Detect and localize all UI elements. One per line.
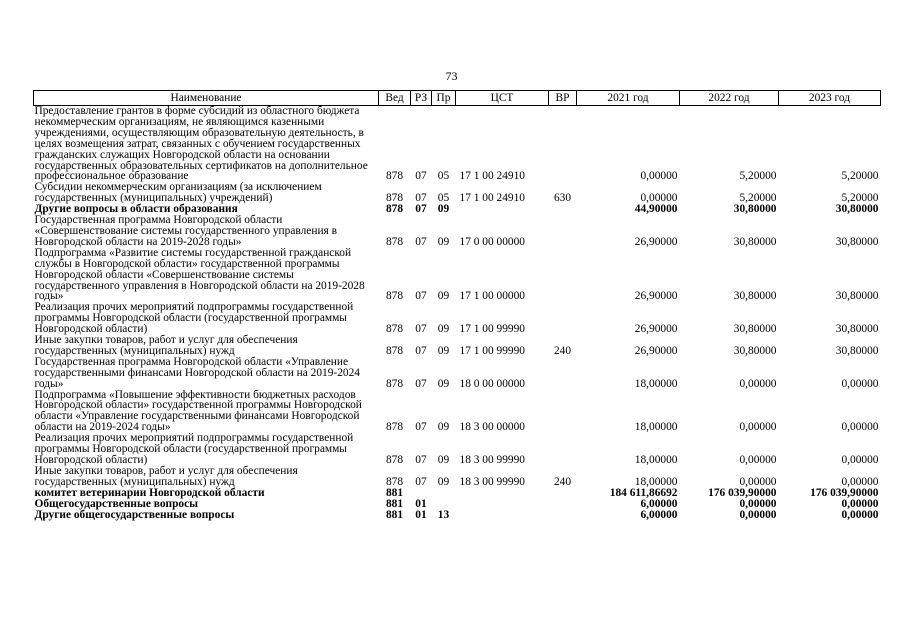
cell-cst: 18 3 00 00000 [459, 421, 525, 434]
cell-vr [549, 106, 577, 183]
cell-ved: 878 [385, 203, 404, 216]
cell-vr [549, 204, 577, 215]
cell-2023: 0,00000 [841, 508, 879, 521]
cell-ved: 878 [385, 454, 404, 466]
cell-rz: 07 [415, 475, 427, 488]
cell-2022: 0,00000 [739, 421, 777, 434]
cell-name: Субсидии некоммерческим организациям (за исключением государственных (муниципальных) учреждений) [34, 181, 322, 205]
page-number: 73 [445, 69, 458, 83]
cell-ved: 878 [385, 290, 404, 303]
cell-ved: 878 [385, 170, 404, 183]
cell-2022: 0,00000 [739, 475, 777, 488]
col-header-vr: ВР [549, 91, 577, 106]
cell-ved: 878 [385, 344, 404, 357]
cell-2021: 26,90000 [634, 344, 678, 357]
cell-2021: 44,90000 [634, 203, 678, 216]
cell-cst: 18 3 00 99990 [459, 454, 525, 466]
table-header-row [34, 91, 881, 106]
cell-vr [549, 248, 577, 303]
cell-ved: 881 [385, 508, 404, 521]
table-row [34, 248, 881, 303]
cell-ved: 881 [385, 486, 404, 499]
cell-2021: 18,00000 [634, 421, 678, 434]
cell-name: Другие общегосударственные вопросы [34, 508, 235, 521]
cell-2022: 0,00000 [739, 497, 777, 510]
cell-ved: 878 [385, 235, 404, 248]
cell-2023: 0,00000 [841, 475, 879, 488]
cell-2023: 30,80000 [835, 344, 879, 357]
cell-name: Иные закупки товаров, работ и услуг для обеспечения государственных (муниципальных) нужд [34, 464, 298, 488]
cell-pr: 09 [437, 323, 450, 336]
col-header-rz: РЗ [411, 91, 432, 106]
table-row [34, 433, 881, 466]
table-row [34, 302, 881, 335]
cell-cst [456, 510, 549, 521]
cell-cst [456, 204, 549, 215]
table-row [34, 215, 881, 248]
cell-2023: 30,80000 [835, 203, 879, 216]
cell-2023: 30,80000 [835, 290, 879, 303]
table-row [34, 335, 881, 357]
cell-pr: 05 [437, 170, 450, 183]
cell-2022: 5,20000 [739, 170, 777, 183]
cell-2021: 26,90000 [634, 323, 678, 336]
cell-cst: 17 1 00 24910 [459, 170, 525, 183]
cell-2022: 30,80000 [733, 203, 777, 216]
cell-vr [549, 302, 577, 335]
cell-ved: 878 [385, 323, 404, 336]
cell-2022: 0,00000 [739, 377, 777, 390]
cell-pr: 13 [437, 508, 450, 521]
cell-2023: 176 039,90000 [810, 486, 879, 499]
cell-2023: 0,00000 [841, 421, 879, 434]
cell-rz: 07 [415, 421, 427, 434]
col-header-ved: Вед [379, 91, 411, 106]
cell-2021: 18,00000 [634, 377, 678, 390]
cell-2021: 0,00000 [640, 192, 678, 205]
table-row [34, 510, 881, 521]
cell-2023: 30,80000 [835, 235, 879, 248]
cell-rz: 07 [415, 454, 427, 466]
cell-pr: 09 [437, 203, 450, 216]
table-row [34, 182, 881, 204]
cell-2021: 6,00000 [640, 508, 678, 521]
cell-name: Подпрограмма «Повышение эффективности бюджетных расходов Новгородской области» государственной программы Новгородской области «Управление государственными финансами Новгородской области на 2019-2024 годы» [34, 388, 362, 434]
cell-rz: 07 [415, 170, 427, 183]
cell-2021: 18,00000 [634, 475, 678, 488]
cell-name: Реализация прочих мероприятий подпрограммы государственной программы Новгородской области (государственной программы Новгородской области) [34, 432, 354, 466]
cell-pr: 05 [437, 192, 450, 205]
cell-2022: 0,00000 [739, 508, 777, 521]
col-header-name: Наименование [34, 91, 379, 106]
cell-2022: 30,80000 [733, 323, 777, 336]
cell-2023: 30,80000 [835, 323, 879, 336]
cell-2022: 5,20000 [739, 192, 777, 205]
cell-2022: 30,80000 [733, 290, 777, 303]
table-row [34, 106, 881, 183]
cell-cst: 18 3 00 99990 [459, 475, 525, 488]
cell-cst: 17 1 00 00000 [459, 290, 525, 303]
cell-ved: 878 [385, 377, 404, 390]
cell-cst: 17 1 00 24910 [459, 192, 525, 205]
cell-rz: 07 [415, 323, 427, 336]
table-row [34, 499, 881, 510]
col-header-pr: Пр [432, 91, 456, 106]
cell-pr: 09 [437, 290, 450, 303]
cell-cst [456, 499, 549, 510]
cell-2023: 0,00000 [841, 377, 879, 390]
cell-name: Государственная программа Новгородской области «Управление государственными финансами Новгородской области на 2019-2024 годы» [34, 355, 360, 390]
cell-rz: 07 [415, 203, 427, 216]
cell-pr: 09 [437, 421, 450, 434]
cell-cst: 18 0 00 00000 [459, 377, 525, 390]
cell-name: Общегосударственные вопросы [34, 497, 199, 510]
table-row [34, 466, 881, 488]
cell-2022: 176 039,90000 [708, 486, 777, 499]
cell-vr [549, 357, 577, 390]
cell-vr [549, 215, 577, 248]
col-header-2023: 2023 год [779, 91, 881, 106]
cell-ved: 878 [385, 421, 404, 434]
table-row [34, 390, 881, 434]
cell-name: комитет ветеринарии Новгородской области [34, 486, 265, 499]
cell-vr: 240 [553, 475, 572, 488]
cell-pr: 09 [437, 454, 450, 466]
cell-vr [549, 433, 577, 466]
cell-name: Предоставление грантов в форме субсидий из областного бюджета некоммерческим организациям, не являющимся казенными учреждениями, осуществляющим образовательную деятельность, в целях возмещения затрат, связанных с обучением государственных гражданских служащих Новгородской области на основании государственных образовательных сертификатов на дополнительное профессиональное образование [34, 105, 368, 183]
cell-rz: 07 [415, 290, 427, 303]
cell-rz [411, 488, 432, 499]
cell-pr: 09 [437, 377, 450, 390]
cell-pr: 09 [437, 235, 450, 248]
cell-name: Реализация прочих мероприятий подпрограммы государственной программы Новгородской области (государственной программы Новгородской области) [34, 301, 354, 336]
cell-2023: 5,20000 [841, 170, 879, 183]
cell-2023: 5,20000 [841, 192, 879, 205]
cell-2022: 30,80000 [733, 235, 777, 248]
cell-2023: 0,00000 [841, 454, 879, 466]
cell-2021: 26,90000 [634, 290, 678, 303]
cell-name: Подпрограмма «Развитие системы государственной гражданской службы в Новгородской области» государственной программы Новгородской области «Совершенствование системы государственного управления в Новгородской области на 2019-2028 годы» [34, 246, 365, 303]
cell-cst: 17 0 00 00000 [459, 235, 525, 248]
cell-2021: 6,00000 [640, 497, 678, 510]
cell-cst [456, 488, 549, 499]
cell-2021: 184 611,86692 [609, 486, 678, 499]
cell-pr: 09 [437, 344, 450, 357]
cell-2021: 26,90000 [634, 235, 678, 248]
cell-rz: 07 [415, 344, 427, 357]
cell-vr [549, 510, 577, 521]
col-header-2022: 2022 год [680, 91, 779, 106]
cell-2022: 0,00000 [739, 454, 777, 466]
cell-name: Государственная программа Новгородской области «Совершенствование системы государственного управления в Новгородской области на 2019-2028 годы» [34, 214, 338, 248]
table-row [34, 488, 881, 499]
table-row [34, 357, 881, 390]
cell-pr [432, 488, 456, 499]
col-header-2021: 2021 год [577, 91, 680, 106]
cell-rz: 01 [415, 508, 427, 521]
cell-vr [549, 499, 577, 510]
cell-vr [549, 390, 577, 434]
cell-vr [549, 488, 577, 499]
cell-rz: 07 [415, 235, 427, 248]
cell-2022: 30,80000 [733, 344, 777, 357]
cell-2021: 18,00000 [634, 454, 678, 466]
cell-vr: 630 [553, 192, 572, 205]
cell-pr: 09 [437, 475, 450, 488]
cell-2023: 0,00000 [841, 497, 879, 510]
cell-cst: 17 1 00 99990 [459, 344, 525, 357]
cell-2021: 0,00000 [640, 170, 678, 183]
cell-cst: 17 1 00 99990 [459, 323, 525, 336]
cell-pr [432, 499, 456, 510]
col-header-cst: ЦСТ [456, 91, 549, 106]
cell-ved: 881 [385, 497, 404, 510]
cell-ved: 878 [385, 475, 404, 488]
cell-ved: 878 [385, 192, 404, 205]
budget-table [33, 90, 881, 520]
cell-rz: 07 [415, 192, 427, 205]
cell-vr: 240 [553, 344, 572, 357]
cell-name: Иные закупки товаров, работ и услуг для обеспечения государственных (муниципальных) нужд [34, 334, 298, 357]
cell-rz: 07 [415, 377, 427, 390]
cell-name: Другие вопросы в области образования [34, 203, 238, 216]
cell-rz: 01 [415, 497, 427, 510]
